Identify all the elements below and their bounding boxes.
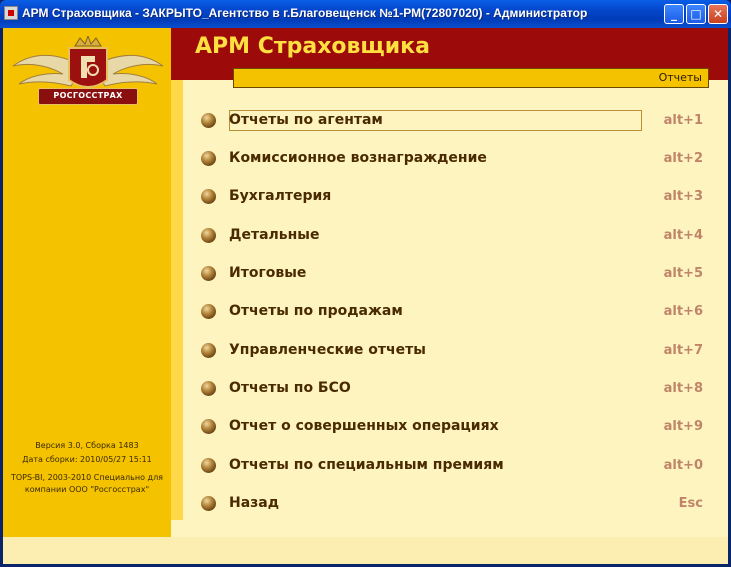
menu-item-label: Отчеты по БСО xyxy=(229,380,351,396)
menu-item-hotkey: alt+8 xyxy=(663,381,703,396)
menu-item-operations-report[interactable] xyxy=(201,416,711,438)
menu-item-label: Бухгалтерия xyxy=(229,188,332,204)
menu-item-label: Отчеты по продажам xyxy=(229,303,403,319)
bullet-icon xyxy=(201,304,216,319)
menu-item-hotkey: alt+0 xyxy=(663,458,703,473)
bullet-icon xyxy=(201,458,216,473)
menu-item-agents-reports[interactable] xyxy=(201,110,711,132)
copyright-line1: TOPS-BI, 2003-2010 Специально для xyxy=(10,473,163,482)
menu-item-hotkey: alt+4 xyxy=(663,228,703,243)
bullet-icon xyxy=(201,419,216,434)
menu-item-label: Комиссионное вознаграждение xyxy=(229,150,487,166)
bullet-icon xyxy=(201,151,216,166)
menu-item-hotkey: alt+6 xyxy=(663,304,703,319)
menu-item-totals[interactable] xyxy=(201,263,711,285)
menu-item-hotkey: alt+5 xyxy=(663,266,703,281)
minimize-button[interactable]: _ xyxy=(664,4,684,24)
bullet-icon xyxy=(201,266,216,281)
sidebar-strip xyxy=(171,80,183,520)
menu-item-commission[interactable] xyxy=(201,148,711,170)
app-icon[interactable] xyxy=(4,6,18,20)
main-frame xyxy=(3,28,728,564)
title-bar[interactable] xyxy=(0,0,731,28)
logo-text: РОСГОССТРАХ xyxy=(38,88,138,105)
version-info: Версия 3.0, Сборка 1483 xyxy=(35,441,139,450)
maximize-button[interactable]: □ xyxy=(686,4,706,24)
menu-item-label: Итоговые xyxy=(229,265,307,281)
menu-item-detailed[interactable] xyxy=(201,225,711,247)
menu-item-accounting[interactable] xyxy=(201,186,711,208)
menu-item-label: Отчеты по агентам xyxy=(229,112,383,128)
menu-item-label: Отчеты по специальным премиям xyxy=(229,457,504,473)
menu-item-label: Детальные xyxy=(229,227,320,243)
menu-item-hotkey: alt+3 xyxy=(663,189,703,204)
menu-item-hotkey: alt+2 xyxy=(663,151,703,166)
close-button[interactable]: ✕ xyxy=(708,4,728,24)
section-bar xyxy=(233,68,709,88)
menu-item-management-reports[interactable] xyxy=(201,340,711,362)
bullet-icon xyxy=(201,228,216,243)
menu-item-hotkey: Esc xyxy=(678,496,703,511)
build-date: Дата сборки: 2010/05/27 15:11 xyxy=(22,455,152,464)
menu-item-label: Назад xyxy=(229,495,280,511)
menu-item-hotkey: alt+7 xyxy=(663,343,703,358)
app-title: АРМ Страховщика xyxy=(195,34,430,59)
menu-item-hotkey: alt+9 xyxy=(663,419,703,434)
menu-item-special-bonuses[interactable] xyxy=(201,455,711,477)
footer-band xyxy=(3,537,728,564)
menu-item-back[interactable] xyxy=(201,493,711,515)
menu-item-sales-reports[interactable] xyxy=(201,301,711,323)
window-title: АРМ Страховщика - ЗАКРЫТО_Агентство в г.Благовещенск №1-РМ(72807020) - Администратор xyxy=(22,6,588,20)
menu-item-bso-reports[interactable] xyxy=(201,378,711,400)
menu-item-hotkey: alt+1 xyxy=(663,113,703,128)
bullet-icon xyxy=(201,113,216,128)
section-title: Отчеты xyxy=(658,71,702,84)
bullet-icon xyxy=(201,343,216,358)
sidebar xyxy=(3,28,171,537)
copyright-line2: компании ООО "Росгосстрах" xyxy=(24,485,150,494)
bullet-icon xyxy=(201,381,216,396)
menu-item-label: Отчет о совершенных операциях xyxy=(229,418,499,434)
menu-item-label: Управленческие отчеты xyxy=(229,342,426,358)
bullet-icon xyxy=(201,496,216,511)
bullet-icon xyxy=(201,189,216,204)
